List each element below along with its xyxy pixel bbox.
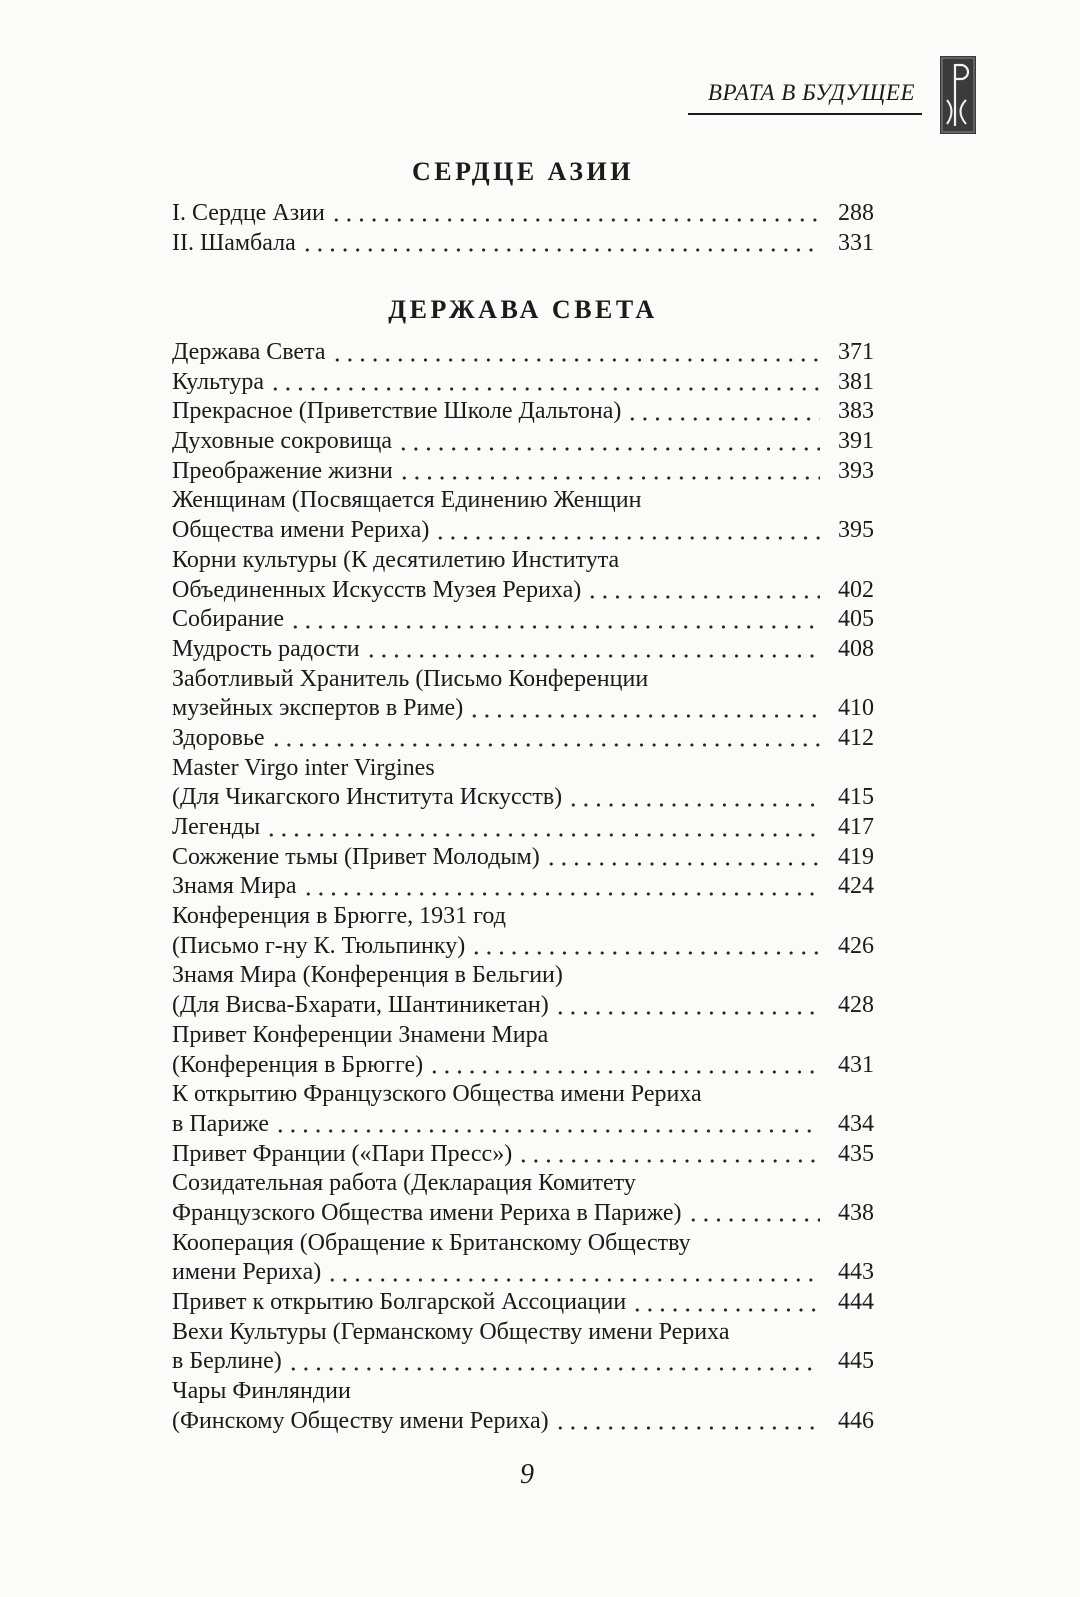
entry-page-number: 424 — [838, 873, 874, 900]
entry-page-number: 410 — [838, 695, 874, 722]
entry-line — [172, 486, 874, 516]
toc-entry — [172, 338, 874, 368]
entry-page-number: 288 — [838, 200, 874, 226]
entry-line — [172, 228, 874, 258]
entry-line — [172, 1347, 874, 1377]
entry-line — [172, 813, 874, 843]
toc-section — [172, 152, 874, 258]
section-title: ДЕРЖАВА СВЕТА — [388, 295, 658, 324]
entry-page-number: 331 — [838, 230, 874, 256]
entry-page-number: 445 — [838, 1348, 874, 1375]
toc-entry — [172, 961, 874, 1020]
entry-line — [172, 932, 874, 962]
entry-title-text: Духовные сокровища — [172, 428, 393, 455]
entry-title-text: Конференция в Брюгге, 1931 год — [172, 903, 506, 930]
entry-page-number: 443 — [838, 1259, 874, 1286]
entry-title-text: (Конференция в Брюгге) — [172, 1051, 424, 1078]
entry-line — [172, 516, 874, 546]
dot-leader — [466, 694, 820, 724]
dot-leader — [263, 813, 820, 843]
toc-entry — [172, 665, 874, 724]
toc-entry — [172, 605, 874, 635]
toc-entry — [172, 872, 874, 902]
entry-title-text: Сожжение тьмы (Привет Молодым) — [172, 843, 540, 870]
dot-leader — [584, 576, 820, 606]
entry-line — [172, 635, 874, 665]
entry-title-text: Женщинам (Посвящается Единению Женщин — [172, 487, 642, 514]
entry-title-text: I. Сердце Азии — [172, 200, 325, 226]
toc-entry — [172, 843, 874, 873]
entry-line — [172, 1051, 874, 1081]
entry-line — [172, 368, 874, 398]
entry-line — [172, 991, 874, 1021]
entry-line — [172, 546, 874, 576]
entry-title-text: (Письмо г-ну К. Тюльпинку) — [172, 932, 466, 959]
entry-line — [172, 1229, 874, 1259]
dot-leader — [685, 1199, 820, 1229]
page-number: 9 — [520, 1459, 534, 1490]
dot-leader — [543, 843, 820, 873]
entry-title-text: Культура — [172, 368, 264, 395]
entry-page-number: 434 — [838, 1110, 874, 1137]
entry-page-number: 438 — [838, 1199, 874, 1226]
entry-line — [172, 843, 874, 873]
entry-title-text: Держава Света — [172, 339, 326, 365]
entry-page-number: 415 — [838, 784, 874, 811]
entry-line — [172, 397, 874, 427]
dot-leader — [329, 338, 820, 368]
entry-page-number: 391 — [838, 428, 874, 455]
entry-page-number: 435 — [838, 1140, 874, 1167]
toc-entry — [172, 368, 874, 398]
dot-leader — [363, 635, 820, 665]
toc-entry — [172, 724, 874, 754]
entry-title-text: (Финскому Обществу имени Рериха) — [172, 1407, 549, 1434]
entry-line — [172, 338, 874, 368]
entry-title-text: Прекрасное (Приветствие Школе Дальтона) — [172, 398, 622, 425]
entry-title-text: имени Рериха) — [172, 1259, 322, 1286]
entry-page-number: 428 — [838, 992, 874, 1019]
toc-entry — [172, 635, 874, 665]
toc-entry — [172, 1140, 874, 1170]
entry-line — [172, 872, 874, 902]
entry-line — [172, 605, 874, 635]
entry-line — [172, 1258, 874, 1288]
dot-leader — [426, 1051, 820, 1081]
entry-title-text: (Для Чикагского Института Искусств) — [172, 784, 563, 811]
toc-entry — [172, 1318, 874, 1377]
entry-title-text: Привет Франции («Пари Пресс») — [172, 1140, 513, 1167]
entry-title-text: Привет Конференции Знамени Мира — [172, 1021, 549, 1048]
toc-entry — [172, 457, 874, 487]
entry-line — [172, 576, 874, 606]
dot-leader — [268, 724, 820, 754]
toc-entry — [172, 546, 874, 605]
entry-title-text: Знамя Мира — [172, 873, 297, 900]
entry-title-text: Заботливый Хранитель (Письмо Конференции — [172, 665, 649, 692]
entry-title-text: (Для Висва-Бхарати, Шантиникетан) — [172, 992, 549, 1019]
dot-leader — [272, 1110, 820, 1140]
entry-line — [172, 1110, 874, 1140]
entry-page-number: 426 — [838, 932, 874, 959]
toc-entry — [172, 228, 874, 258]
toc-section — [172, 290, 874, 1436]
entry-line — [172, 961, 874, 991]
toc-entry — [172, 1080, 874, 1139]
logo-background — [940, 56, 976, 134]
dot-leader — [624, 397, 820, 427]
entry-line — [172, 457, 874, 487]
entry-page-number: 408 — [838, 635, 874, 662]
entry-title-text: Чары Финляндии — [172, 1378, 351, 1405]
dot-leader — [552, 991, 820, 1021]
entry-line — [172, 754, 874, 784]
toc-entry — [172, 486, 874, 545]
entry-line — [172, 1377, 874, 1407]
entry-title-text: Привет к открытию Болгарской Ассоциации — [172, 1289, 627, 1315]
entry-line — [172, 427, 874, 457]
toc-entry — [172, 754, 874, 813]
entry-title-text: Корни культуры (К десятилетию Института — [172, 546, 620, 573]
dot-leader — [468, 932, 820, 962]
toc-entry — [172, 397, 874, 427]
entry-line — [172, 198, 874, 228]
dot-leader — [565, 783, 820, 813]
dot-leader — [267, 368, 820, 398]
dot-leader — [395, 427, 820, 457]
dot-leader — [396, 457, 820, 487]
publisher-logo — [940, 56, 976, 134]
entry-line — [172, 1080, 874, 1110]
dot-leader — [285, 1347, 820, 1377]
toc-entry — [172, 902, 874, 961]
dot-leader — [552, 1407, 820, 1437]
header-rule — [688, 113, 922, 115]
toc-entry — [172, 1288, 874, 1318]
entry-title-text: Вехи Культуры (Германскому Обществу имени Рериха — [172, 1318, 730, 1345]
entry-line — [172, 694, 874, 724]
entry-page-number: 444 — [838, 1289, 874, 1315]
entry-title-text: Объединенных Искусств Музея Рериха) — [172, 576, 582, 603]
entry-title-text: Созидательная работа (Декларация Комитету — [172, 1170, 636, 1197]
entry-page-number: 371 — [838, 339, 874, 365]
entry-page-number: 381 — [838, 368, 874, 395]
entry-line — [172, 1169, 874, 1199]
entry-line — [172, 1318, 874, 1348]
dot-leader — [515, 1140, 820, 1170]
toc-entry — [172, 1377, 874, 1436]
entry-page-number: 402 — [838, 576, 874, 603]
entry-line — [172, 1199, 874, 1229]
toc-entry — [172, 427, 874, 457]
toc-entry — [172, 198, 874, 228]
running-title: ВРАТА В БУДУЩЕЕ — [707, 80, 915, 105]
entry-title-text: в Париже — [172, 1110, 270, 1137]
table-of-contents — [172, 152, 874, 1436]
entry-page-number: 393 — [838, 457, 874, 484]
entry-line — [172, 724, 874, 754]
entry-line — [172, 1288, 874, 1318]
entry-page-number: 417 — [838, 814, 874, 840]
entry-page-number: 405 — [838, 606, 874, 633]
entry-page-number: 419 — [838, 843, 874, 870]
entry-title-text: Знамя Мира (Конференция в Бельгии) — [172, 962, 563, 989]
dot-leader — [299, 228, 820, 258]
entry-line — [172, 783, 874, 813]
entry-title-text: Собирание — [172, 606, 285, 633]
dot-leader — [328, 198, 820, 228]
entry-title-text: Преображение жизни — [172, 457, 393, 484]
entry-title-text: Общества имени Рериха) — [172, 517, 430, 544]
entry-line — [172, 1140, 874, 1170]
entry-title-text: Французского Общества имени Рериха в Париже) — [172, 1199, 682, 1226]
entry-title-text: К открытию Французского Общества имени Рериха — [172, 1081, 702, 1108]
entry-page-number: 431 — [838, 1051, 874, 1078]
entry-line — [172, 1021, 874, 1051]
entry-page-number: 446 — [838, 1407, 874, 1434]
dot-leader — [432, 516, 820, 546]
entry-line — [172, 665, 874, 695]
dot-leader — [287, 605, 820, 635]
entry-page-number: 383 — [838, 398, 874, 425]
entry-title-text: в Берлине) — [172, 1348, 282, 1375]
entry-line — [172, 902, 874, 932]
entry-line — [172, 1407, 874, 1437]
entry-title-text: II. Шамбала — [172, 230, 296, 256]
entry-title-text: Легенды — [172, 814, 261, 840]
toc-entry — [172, 1229, 874, 1288]
toc-entry — [172, 813, 874, 843]
dot-leader — [324, 1258, 820, 1288]
dot-leader — [629, 1288, 820, 1318]
toc-entry — [172, 1169, 874, 1228]
entry-title-text: Master Virgo inter Virgines — [172, 754, 435, 781]
entry-page-number: 412 — [838, 724, 874, 751]
entry-title-text: Мудрость радости — [172, 635, 360, 662]
entry-page-number: 395 — [838, 517, 874, 544]
entry-title-text: Здоровье — [172, 724, 265, 751]
dot-leader — [300, 872, 820, 902]
entry-title-text: музейных экспертов в Риме) — [172, 695, 464, 722]
section-title: СЕРДЦЕ АЗИИ — [412, 157, 634, 186]
toc-entry — [172, 1021, 874, 1080]
entry-title-text: Кооперация (Обращение к Британскому Обществу — [172, 1229, 691, 1256]
